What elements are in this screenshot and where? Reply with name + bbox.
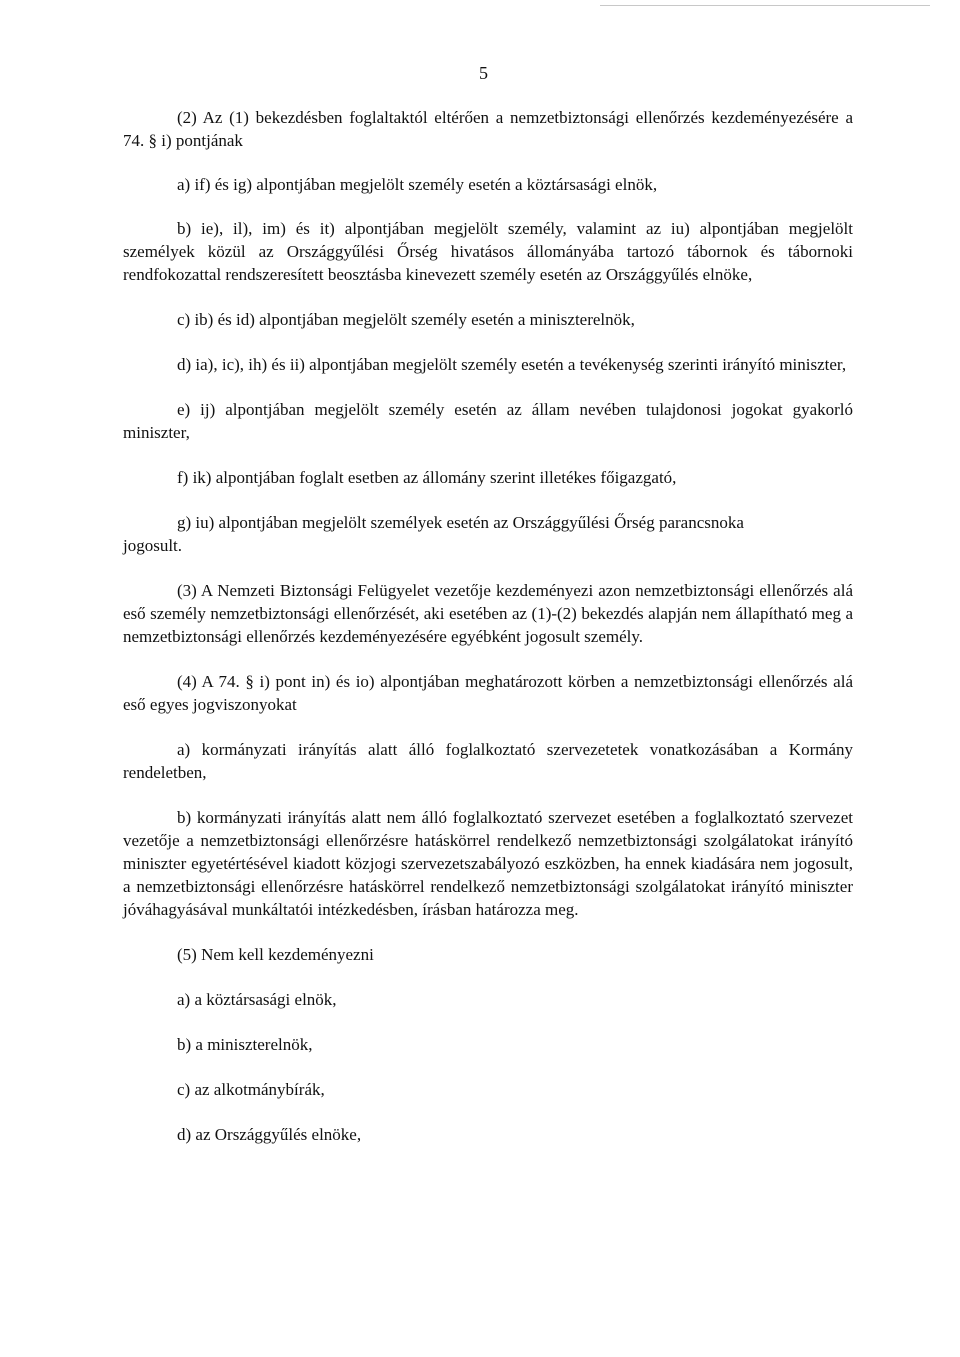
list-item-5d: d) az Országgyűlés elnöke, bbox=[177, 1125, 362, 1144]
list-item-2a: a) if) és ig) alpontjában megjelölt személy esetén a köztársasági elnök, bbox=[177, 175, 658, 194]
list-item-2c: c) ib) és id) alpontjában megjelölt személy esetén a miniszterelnök, bbox=[177, 310, 635, 329]
page-number: 5 bbox=[479, 63, 488, 83]
list-item-5b: b) a miniszterelnök, bbox=[177, 1035, 313, 1054]
paragraph-2-closing: jogosult. bbox=[123, 536, 183, 555]
paragraph-3: (3) A Nemzeti Biztonsági Felügyelet vezetője kezdeményezi azon nemzetbiztonsági ellenőrzés alá eső személy nemzetbiztonsági ellenőrzését, aki esetében az (1)-(2) bekezdés alapján nem állapítható meg a nemzetbiztonsági ellenőrzés kezdeményezésére egyébként jogosult személy. bbox=[123, 581, 853, 646]
list-item-2b: b) ie), il), im) és it) alpontjában megjelölt személy, valamint az iu) alpontjában megjelölt személyek közül az Országgyűlési Őrség hivatásos állományába tartozó tábornok és tábornoki rendfokozattal rendszeresített beosztásba kinevezett személy esetén az Országgyűlés elnöke, bbox=[123, 219, 853, 284]
list-item-4a: a) kormányzati irányítás alatt álló foglalkoztató szervezetetek vonatkozásában a Kormány rendeletben, bbox=[123, 740, 853, 782]
paragraph-5: (5) Nem kell kezdeményezni bbox=[177, 945, 374, 964]
document-body bbox=[123, 106, 853, 1146]
top-rule bbox=[600, 5, 930, 6]
list-item-2e: e) ij) alpontjában megjelölt személy esetén az állam nevében tulajdonosi jogokat gyakorló miniszter, bbox=[123, 400, 853, 442]
list-item-5c: c) az alkotmánybírák, bbox=[177, 1080, 325, 1099]
list-item-2f: f) ik) alpontjában foglalt esetben az állomány szerint illetékes főigazgató, bbox=[177, 468, 677, 487]
list-item-2d: d) ia), ic), ih) és ii) alpontjában megjelölt személy esetén a tevékenység szerinti irányító miniszter, bbox=[177, 355, 847, 374]
paragraph-4: (4) A 74. § i) pont in) és io) alpontjában meghatározott körben a nemzetbiztonsági ellenőrzés alá eső egyes jogviszonyokat bbox=[123, 672, 853, 714]
list-item-4b: b) kormányzati irányítás alatt nem álló foglalkoztató szervezet esetében a foglalkoztató szervezet vezetője a nemzetbiztonsági ellenőrzésre hatáskörrel rendelkező nemzetbiztonsági szolgálatokat irányító miniszter egyetértésével kiadott közjogi szervezetszabályozó eszközben, ha ennek kiadására nem jogosult, a nemzetbiztonsági ellenőrzésre hatáskörrel rendelkező nemzetbiztonsági szolgálatokat irányító miniszter jóváhagyásával munkáltatói intézkedésben, írásban határozza meg. bbox=[123, 808, 853, 919]
paragraph-2: (2) Az (1) bekezdésben foglaltaktól eltérően a nemzetbiztonsági ellenőrzés kezdeményezésére a 74. § i) pontjának bbox=[123, 108, 853, 150]
list-item-5a: a) a köztársasági elnök, bbox=[177, 990, 337, 1009]
list-item-2g: g) iu) alpontjában megjelölt személyek esetén az Országgyűlési Őrség parancsnoka bbox=[177, 513, 744, 532]
